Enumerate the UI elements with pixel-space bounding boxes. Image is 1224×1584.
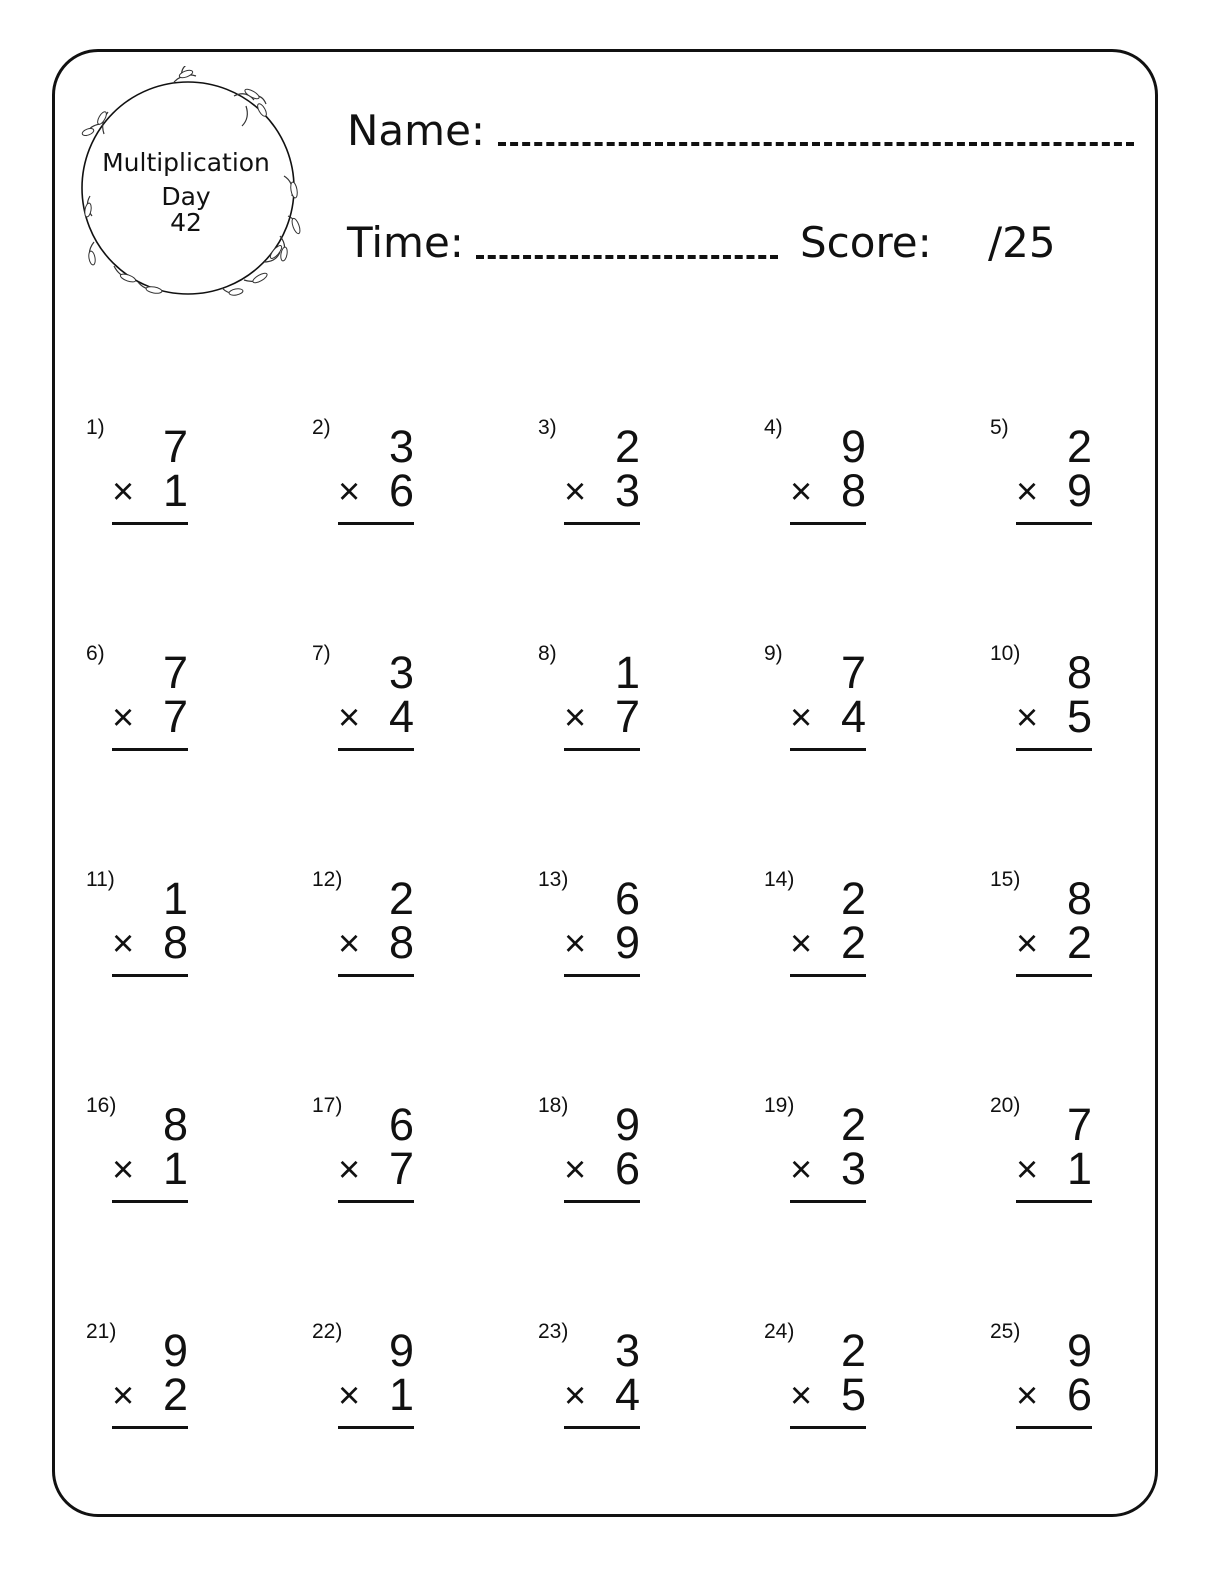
times-sign: ×	[564, 697, 587, 739]
problem-19	[730, 1094, 956, 1234]
answer-line[interactable]	[564, 522, 640, 525]
multiplier: 7	[388, 1143, 414, 1194]
multiplicand: 8	[162, 1099, 188, 1150]
multiplicand: 8	[1066, 873, 1092, 924]
multiplicand: 9	[1066, 1325, 1092, 1376]
answer-line[interactable]	[112, 1426, 188, 1429]
problem-number: 18)	[538, 1094, 569, 1117]
times-sign: ×	[112, 1375, 135, 1417]
answer-line[interactable]	[564, 1200, 640, 1203]
problem-number: 20)	[990, 1094, 1021, 1117]
answer-line[interactable]	[112, 1200, 188, 1203]
multiplicand: 2	[614, 421, 640, 472]
multiplier: 1	[1066, 1143, 1092, 1194]
problem-number: 2)	[312, 416, 331, 439]
multiplicand: 2	[388, 873, 414, 924]
multiplicand: 7	[162, 421, 188, 472]
multiplicand: 9	[840, 421, 866, 472]
problem-20	[956, 1094, 1182, 1234]
problem-number: 3)	[538, 416, 557, 439]
answer-line[interactable]	[564, 748, 640, 751]
times-sign: ×	[564, 1149, 587, 1191]
problem-6	[52, 642, 278, 782]
times-sign: ×	[790, 697, 813, 739]
badge-subtitle: Day	[161, 182, 211, 211]
multiplier: 4	[388, 691, 414, 742]
multiplier: 4	[840, 691, 866, 742]
multiplier: 4	[614, 1369, 640, 1420]
multiplier: 9	[614, 917, 640, 968]
multiplier: 3	[840, 1143, 866, 1194]
times-sign: ×	[338, 1375, 361, 1417]
multiplier: 3	[614, 465, 640, 516]
problem-16	[52, 1094, 278, 1234]
answer-line[interactable]	[1016, 1426, 1092, 1429]
problem-number: 21)	[86, 1320, 117, 1343]
problem-number: 8)	[538, 642, 557, 665]
problem-17	[278, 1094, 504, 1234]
times-sign: ×	[112, 697, 135, 739]
name-label: Name:	[347, 106, 486, 155]
problem-3	[504, 416, 730, 556]
multiplicand: 8	[1066, 647, 1092, 698]
problem-number: 17)	[312, 1094, 343, 1117]
multiplier: 8	[162, 917, 188, 968]
times-sign: ×	[564, 923, 587, 965]
time-label: Time:	[347, 218, 464, 267]
multiplicand: 6	[614, 873, 640, 924]
multiplicand: 1	[614, 647, 640, 698]
multiplicand: 6	[388, 1099, 414, 1150]
problem-number: 22)	[312, 1320, 343, 1343]
problem-number: 24)	[764, 1320, 795, 1343]
multiplier: 5	[840, 1369, 866, 1420]
multiplier: 5	[1066, 691, 1092, 742]
problem-2	[278, 416, 504, 556]
problem-14	[730, 868, 956, 1008]
problem-25	[956, 1320, 1182, 1460]
problem-24	[730, 1320, 956, 1460]
times-sign: ×	[112, 1149, 135, 1191]
multiplier: 1	[162, 1143, 188, 1194]
problem-number: 4)	[764, 416, 783, 439]
problem-9	[730, 642, 956, 782]
multiplicand: 9	[388, 1325, 414, 1376]
multiplier: 6	[388, 465, 414, 516]
problem-number: 16)	[86, 1094, 117, 1117]
times-sign: ×	[1016, 697, 1039, 739]
problem-22	[278, 1320, 504, 1460]
answer-line[interactable]	[564, 974, 640, 977]
multiplicand: 7	[1066, 1099, 1092, 1150]
multiplicand: 7	[840, 647, 866, 698]
multiplier: 2	[1066, 917, 1092, 968]
multiplier: 2	[162, 1369, 188, 1420]
answer-line[interactable]	[338, 974, 414, 977]
times-sign: ×	[1016, 471, 1039, 513]
answer-line[interactable]	[338, 1426, 414, 1429]
problem-1	[52, 416, 278, 556]
day-badge	[74, 66, 318, 310]
problem-8	[504, 642, 730, 782]
problem-number: 12)	[312, 868, 343, 891]
answer-line[interactable]	[1016, 748, 1092, 751]
times-sign: ×	[338, 923, 361, 965]
multiplier: 6	[614, 1143, 640, 1194]
times-sign: ×	[790, 471, 813, 513]
answer-line[interactable]	[790, 522, 866, 525]
multiplier: 1	[388, 1369, 414, 1420]
problem-4	[730, 416, 956, 556]
problem-number: 9)	[764, 642, 783, 665]
times-sign: ×	[564, 1375, 587, 1417]
name-blank-line[interactable]	[498, 142, 1134, 146]
answer-line[interactable]	[790, 1200, 866, 1203]
problem-18	[504, 1094, 730, 1234]
problem-13	[504, 868, 730, 1008]
answer-line[interactable]	[564, 1426, 640, 1429]
multiplicand: 7	[162, 647, 188, 698]
problem-number: 11)	[86, 868, 115, 891]
problem-number: 1)	[86, 416, 105, 439]
badge-text	[74, 146, 298, 240]
answer-line[interactable]	[112, 974, 188, 977]
problem-number: 7)	[312, 642, 331, 665]
multiplier: 6	[1066, 1369, 1092, 1420]
problem-number: 14)	[764, 868, 795, 891]
answer-line[interactable]	[338, 748, 414, 751]
multiplier: 7	[614, 691, 640, 742]
multiplicand: 2	[840, 1325, 866, 1376]
times-sign: ×	[112, 471, 135, 513]
score-total: /25	[988, 218, 1056, 267]
times-sign: ×	[790, 1375, 813, 1417]
answer-line[interactable]	[112, 522, 188, 525]
times-sign: ×	[1016, 1149, 1039, 1191]
problem-23	[504, 1320, 730, 1460]
multiplier: 8	[840, 465, 866, 516]
problem-11	[52, 868, 278, 1008]
answer-line[interactable]	[338, 522, 414, 525]
times-sign: ×	[790, 923, 813, 965]
multiplier: 7	[162, 691, 188, 742]
multiplicand: 9	[614, 1099, 640, 1150]
problem-number: 25)	[990, 1320, 1021, 1343]
problem-21	[52, 1320, 278, 1460]
problem-number: 6)	[86, 642, 105, 665]
times-sign: ×	[790, 1149, 813, 1191]
problem-15	[956, 868, 1182, 1008]
times-sign: ×	[112, 923, 135, 965]
answer-line[interactable]	[790, 974, 866, 977]
problem-number: 5)	[990, 416, 1009, 439]
problem-number: 15)	[990, 868, 1021, 891]
times-sign: ×	[1016, 1375, 1039, 1417]
multiplier: 2	[840, 917, 866, 968]
answer-line[interactable]	[1016, 522, 1092, 525]
times-sign: ×	[564, 471, 587, 513]
answer-line[interactable]	[338, 1200, 414, 1203]
problem-7	[278, 642, 504, 782]
problem-number: 10)	[990, 642, 1021, 665]
score-label: Score:	[800, 218, 932, 267]
problem-number: 19)	[764, 1094, 795, 1117]
multiplicand: 9	[162, 1325, 188, 1376]
times-sign: ×	[1016, 923, 1039, 965]
multiplicand: 2	[1066, 421, 1092, 472]
multiplicand: 3	[388, 421, 414, 472]
answer-line[interactable]	[790, 748, 866, 751]
multiplicand: 3	[614, 1325, 640, 1376]
problem-number: 23)	[538, 1320, 569, 1343]
badge-day-number: 42	[170, 208, 202, 237]
answer-line[interactable]	[1016, 974, 1092, 977]
times-sign: ×	[338, 471, 361, 513]
multiplicand: 2	[840, 873, 866, 924]
problem-5	[956, 416, 1182, 556]
multiplicand: 3	[388, 647, 414, 698]
multiplicand: 2	[840, 1099, 866, 1150]
problem-number: 13)	[538, 868, 569, 891]
multiplicand: 1	[162, 873, 188, 924]
times-sign: ×	[338, 1149, 361, 1191]
multiplier: 8	[388, 917, 414, 968]
multiplier: 1	[162, 465, 188, 516]
answer-line[interactable]	[112, 748, 188, 751]
badge-title: Multiplication	[102, 148, 270, 177]
answer-line[interactable]	[790, 1426, 866, 1429]
time-blank-line[interactable]	[476, 255, 778, 259]
multiplier: 9	[1066, 465, 1092, 516]
times-sign: ×	[338, 697, 361, 739]
problem-12	[278, 868, 504, 1008]
problem-10	[956, 642, 1182, 782]
answer-line[interactable]	[1016, 1200, 1092, 1203]
